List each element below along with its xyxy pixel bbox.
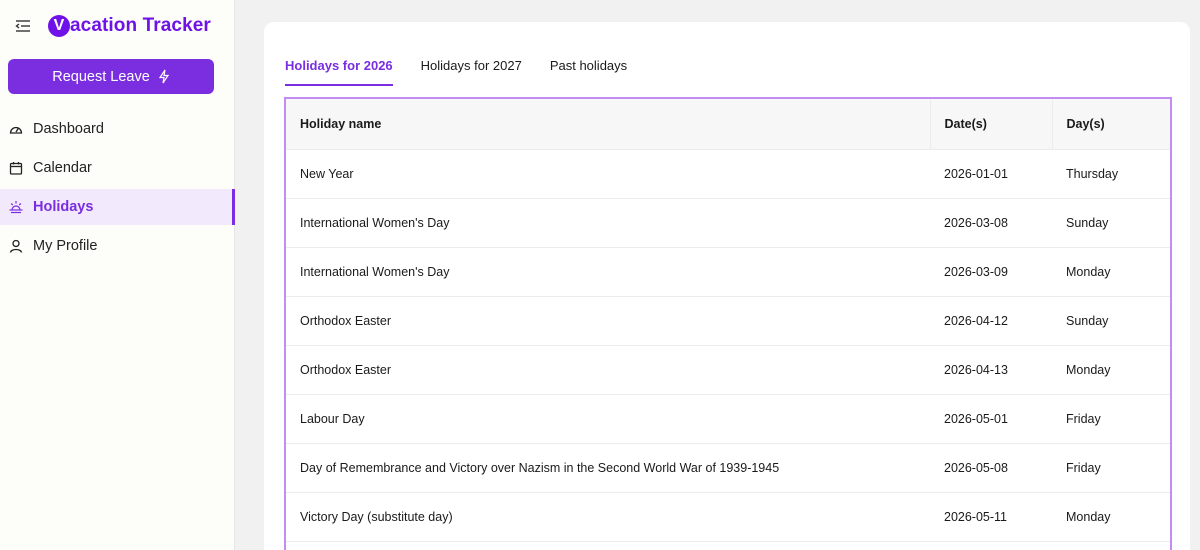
gauge-icon xyxy=(9,122,23,136)
holiday-name-cell: International Women's Day xyxy=(286,247,930,296)
app-title: acation Tracker xyxy=(70,15,211,36)
day-cell: Sunday xyxy=(1052,198,1170,247)
holiday-name-cell: Orthodox Easter xyxy=(286,296,930,345)
tab-holidays-2027[interactable]: Holidays for 2027 xyxy=(420,58,522,73)
request-leave-label: Request Leave xyxy=(52,68,150,85)
request-leave-button[interactable] xyxy=(8,59,214,94)
day-cell: Monday xyxy=(1052,345,1170,394)
collapse-menu-icon[interactable] xyxy=(14,17,32,35)
table-row xyxy=(286,198,1170,247)
date-cell: 2026-05-11 xyxy=(930,492,1052,541)
sidebar-item-calendar[interactable] xyxy=(0,150,235,186)
user-icon xyxy=(9,239,23,253)
app-logo[interactable] xyxy=(48,15,211,37)
sidebar-item-label: Holidays xyxy=(33,199,94,215)
date-cell: 2026-01-01 xyxy=(930,149,1052,198)
holiday-name-cell: Labour Day xyxy=(286,394,930,443)
sidebar-item-label: Calendar xyxy=(33,160,92,176)
holidays-table xyxy=(286,99,1170,542)
sunrise-icon xyxy=(9,200,23,214)
sidebar-item-my-profile[interactable] xyxy=(0,228,235,264)
sidebar-item-label: My Profile xyxy=(33,238,98,254)
logo-mark: V xyxy=(48,15,70,37)
holiday-name-cell: International Women's Day xyxy=(286,198,930,247)
date-cell: 2026-03-08 xyxy=(930,198,1052,247)
sidebar-item-label: Dashboard xyxy=(33,121,104,137)
sidebar-item-dashboard[interactable] xyxy=(0,111,235,147)
day-cell: Sunday xyxy=(1052,296,1170,345)
sidebar-nav xyxy=(0,111,235,267)
date-cell: 2026-03-09 xyxy=(930,247,1052,296)
date-cell: 2026-05-01 xyxy=(930,394,1052,443)
table-header-row xyxy=(286,99,1170,149)
holiday-name-cell: Orthodox Easter xyxy=(286,345,930,394)
holidays-table-container xyxy=(284,97,1172,550)
sidebar xyxy=(0,0,235,550)
table-body xyxy=(286,149,1170,541)
day-cell: Thursday xyxy=(1052,149,1170,198)
date-cell: 2026-05-08 xyxy=(930,443,1052,492)
table-row xyxy=(286,443,1170,492)
table-row xyxy=(286,296,1170,345)
calendar-icon xyxy=(9,161,23,175)
holiday-tabs xyxy=(285,58,655,86)
holiday-name-cell: Victory Day (substitute day) xyxy=(286,492,930,541)
day-cell: Friday xyxy=(1052,394,1170,443)
column-header-days[interactable]: Day(s) xyxy=(1052,99,1170,149)
column-header-holiday-name[interactable]: Holiday name xyxy=(286,99,930,149)
date-cell: 2026-04-13 xyxy=(930,345,1052,394)
sidebar-header xyxy=(0,0,234,52)
day-cell: Monday xyxy=(1052,492,1170,541)
tab-past-holidays[interactable]: Past holidays xyxy=(549,58,628,73)
holidays-panel xyxy=(264,22,1190,550)
tab-holidays-2026[interactable]: Holidays for 2026 xyxy=(285,58,393,86)
date-cell: 2026-04-12 xyxy=(930,296,1052,345)
sidebar-item-holidays[interactable] xyxy=(0,189,235,225)
day-cell: Friday xyxy=(1052,443,1170,492)
day-cell: Monday xyxy=(1052,247,1170,296)
column-header-dates[interactable]: Date(s) xyxy=(930,99,1052,149)
lightning-icon xyxy=(158,69,170,84)
table-row xyxy=(286,492,1170,541)
holiday-name-cell: Day of Remembrance and Victory over Nazism in the Second World War of 1939-1945 xyxy=(286,443,930,492)
table-row xyxy=(286,345,1170,394)
holiday-name-cell: New Year xyxy=(286,149,930,198)
table-row xyxy=(286,149,1170,198)
table-row xyxy=(286,247,1170,296)
table-row xyxy=(286,394,1170,443)
